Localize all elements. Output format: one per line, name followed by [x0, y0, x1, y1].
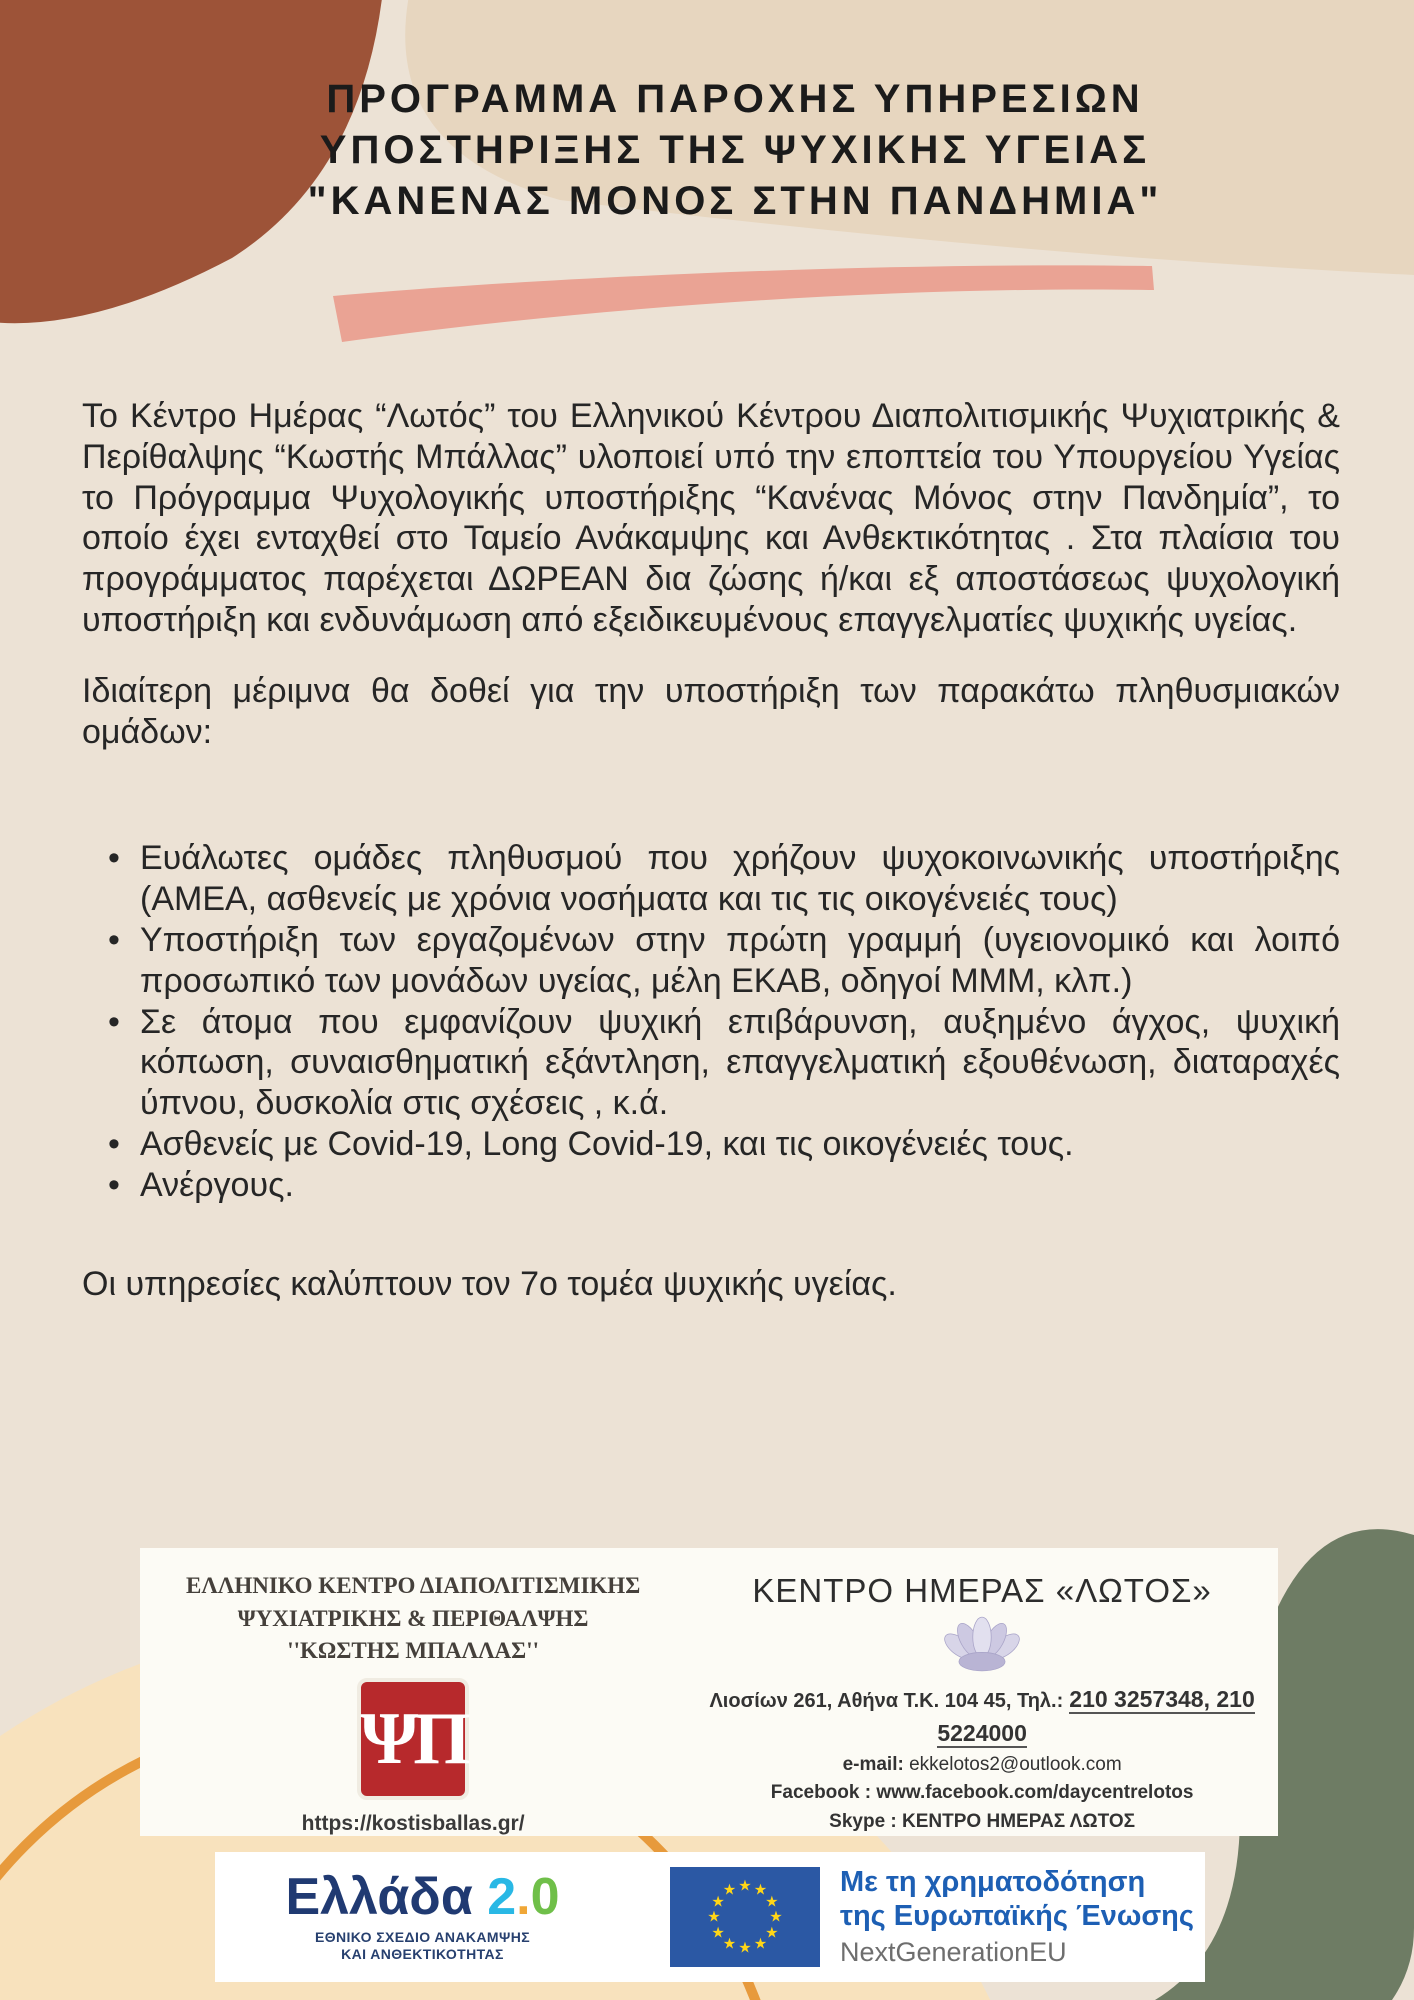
eu-funding-line-1: Με τη χρηματοδότηση	[840, 1866, 1146, 1899]
title-line-2: ΥΠΟΣΤΗΡΙΞΗΣ ΤΗΣ ΨΥΧΙΚΗΣ ΥΓΕΙΑΣ	[319, 128, 1151, 173]
greece-dot: .	[516, 1867, 531, 1926]
contact-info	[686, 1682, 1278, 1837]
email-value: ekkelotos2@outlook.com	[909, 1753, 1122, 1775]
address-tel-label: Λιοσίων 261, Αθήνα Τ.Κ. 104 45, Τηλ.:	[709, 1689, 1064, 1712]
eu-star-icon: ★	[753, 1881, 768, 1899]
pink-brush-stroke	[333, 265, 1154, 342]
day-center-name: ΚΕΝΤΡΟ ΗΜΕΡΑΣ «ΛΩΤΟΣ»	[752, 1572, 1212, 1609]
eu-star-icon: ★	[711, 1893, 725, 1910]
target-groups-list	[82, 838, 1340, 1205]
greece-2-0-wordmark	[250, 1867, 595, 1926]
greece-plan-subtitle	[250, 1929, 595, 1964]
eu-star-icon: ★	[707, 1908, 721, 1926]
eu-star-icon: ★	[753, 1935, 768, 1953]
intro-paragraph: Το Κέντρο Ημέρας “Λωτός” του Ελληνικού Κέντρου Διαπολιτισμικής Ψυχιατρικής & Περίθαλψης “Κωστής Μπάλλας” υλοποιεί υπό την εποπτεία του Υπουργείου Υγείας το Πρόγραμμα Ψυχολογικής υποστήριξης “Κανένας Μόνος στην Πανδημία”, το οποίο έχει ενταχθεί στο Ταμείο Ανάκαμψης και Ανθεκτικότητας . Στα πλαίσια του προγράμματος παρέχεται ΔΩΡΕΑΝ δια ζώσης ή/και εξ αποστάσεως ψυχολογική υποστήριξη και ενδυνάμωση από εξειδικευμένους επαγγελματίες ψυχικής υγείας.	[82, 397, 1340, 639]
eu-star-icon: ★	[722, 1935, 737, 1953]
org-name-line-2: ΨΥΧΙΑΤΡΙΚΗΣ & ΠΕΡΙΘΑΛΨΗΣ	[237, 1605, 589, 1631]
email-line	[686, 1751, 1278, 1780]
groups-intro-paragraph: Ιδιαίτερη μέριμνα θα δοθεί για την υποστήριξη των παρακάτω πληθυσμιακών ομάδων:	[82, 671, 1340, 751]
title-line-1: ΠΡΟΓΡΑΜΜΑ ΠΑΡΟΧΗΣ ΥΠΗΡΕΣΙΩΝ	[326, 77, 1144, 121]
psi-pi-logo-icon: ΨΠ	[357, 1678, 469, 1800]
skype-line: Skype : ΚΕΝΤΡΟ ΗΜΕΡΑΣ ΛΩΤΟΣ	[829, 1810, 1136, 1832]
eu-funding-line-2: της Ευρωπαϊκής Ένωσης	[840, 1899, 1194, 1932]
greece-digit-zero: 0	[530, 1867, 560, 1926]
eu-star-icon: ★	[722, 1881, 737, 1899]
eu-funding-text	[840, 1866, 1194, 1968]
lotus-flower-icon	[927, 1614, 1037, 1676]
greece-sub-line-1: ΕΘΝΙΚΟ ΣΧΕΔΙΟ ΑΝΑΚΑΜΨΗΣ	[314, 1928, 531, 1945]
greece-sub-line-2: ΚΑΙ ΑΝΘΕΚΤΙΚΟΤΗΤΑΣ	[341, 1946, 504, 1962]
greece-digit-two: 2	[487, 1867, 517, 1926]
day-center-column	[686, 1548, 1278, 1836]
title-line-3: "ΚΑΝΕΝΑΣ ΜΟΝΟΣ ΣΤΗΝ ΠΑΝΔΗΜΙΑ"	[307, 179, 1163, 224]
greece-brand-text: Ελλάδα	[285, 1867, 488, 1926]
eu-flag-icon	[670, 1867, 820, 1967]
phone-numbers: 210 3257348, 210 5224000	[937, 1685, 1255, 1746]
list-item: • Ασθενείς με Covid-19, Long Covid-19, και τις οικογένειές τους.	[108, 1124, 1340, 1165]
greece-2-0-logo	[250, 1867, 595, 1964]
eu-star-icon: ★	[765, 1893, 779, 1910]
email-label: e-mail:	[842, 1753, 904, 1775]
org-column	[140, 1548, 686, 1836]
eu-star-icon: ★	[711, 1924, 725, 1941]
org-name-line-1: ΕΛΛΗΝΙΚΟ ΚΕΝΤΡΟ ΔΙΑΠΟΛΙΤΙΣΜΙΚΗΣ	[186, 1573, 641, 1598]
list-item: • Ευάλωτες ομάδες πληθυσμού που χρήζουν ψυχοκοινωνικής υποστήριξης (ΑΜΕΑ, ασθενείς με χρόνια νοσήματα και τις τις οικογένειές τους)	[108, 838, 1340, 920]
funding-logos-bar	[215, 1852, 1205, 1982]
org-website-link: https://kostisballas.gr/	[301, 1812, 525, 1835]
list-item: • Υποστήριξη των εργαζομένων στην πρώτη γραμμή (υγειονομικό και λοιπό προσωπικό των μονάδων υγείας, μέλη ΕΚΑΒ, οδηγοί ΜΜΜ, κλπ.)	[108, 920, 1340, 1002]
org-name-line-3: ''ΚΩΣΤΗΣ ΜΠΑΛΛΑΣ''	[287, 1638, 539, 1664]
address-line	[686, 1682, 1278, 1751]
org-name	[186, 1570, 640, 1668]
body-text	[82, 396, 1340, 1304]
closing-line: Οι υπηρεσίες καλύπτουν τον 7ο τομέα ψυχικής υγείας.	[82, 1264, 897, 1303]
facebook-line: Facebook : www.facebook.com/daycentrelotos	[770, 1782, 1194, 1803]
organizations-card	[140, 1548, 1278, 1836]
eu-star-icon: ★	[738, 1877, 752, 1895]
eu-star-icon: ★	[738, 1939, 752, 1957]
next-generation-eu-label: NextGenerationEU	[840, 1936, 1067, 1967]
list-item: • Σε άτομα που εμφανίζουν ψυχική επιβάρυνση, αυξημένο άγχος, ψυχική κόπωση, συναισθηματική εξάντληση, επαγγελματική εξουθένωση, διαταραχές ύπνου, δυσκολία στις σχέσεις , κ.ά.	[108, 1002, 1340, 1124]
list-item: • Ανέργους.	[108, 1165, 1340, 1206]
page-title	[230, 74, 1240, 228]
eu-star-icon: ★	[765, 1924, 779, 1941]
eu-star-icon: ★	[769, 1908, 783, 1926]
